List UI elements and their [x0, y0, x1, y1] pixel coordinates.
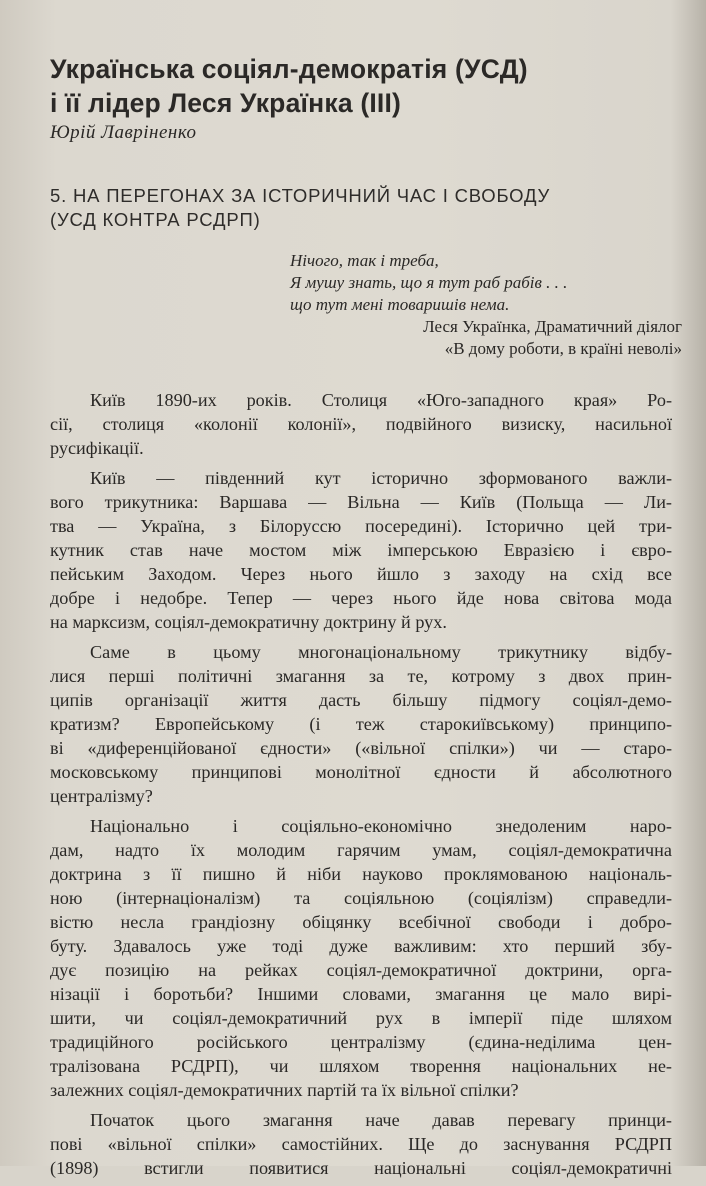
epigraph-line: Я мушу знать, що я тут раб рабів . . . — [290, 273, 568, 292]
page-content — [50, 52, 682, 1186]
paragraph-line: традиційного російського централізму (єдина-неділима цен- — [50, 1032, 672, 1052]
paragraph-line: лися перші політичні змагання за те, котрому з двох прин- — [50, 666, 672, 686]
epigraph-line: що тут мені товаришів нема. — [290, 295, 510, 314]
paragraph-line: дам, надто їх молодим гарячим умам, соціял-демократична — [50, 840, 672, 860]
paragraph — [50, 466, 672, 634]
paragraph-line: ципів організації життя дасть більшу підмогу соціял-демо- — [50, 690, 672, 710]
paragraph-line: тралізована РСДРП), чи шляхом творення національних не- — [50, 1056, 672, 1076]
paragraph-line: нізації і боротьби? Іншими словами, змагання це мало вирі- — [50, 984, 672, 1004]
paragraph-line: (1898) встигли появитися національні соціял-демократичні — [50, 1158, 672, 1178]
paragraph-line: Національно і соціяльно-економічно знедоленим наро- — [90, 816, 672, 836]
section-heading — [50, 184, 672, 232]
paragraph-line: Початок цього змагання наче давав перевагу принци- — [90, 1110, 672, 1130]
section-heading-line-2: (УСД КОНТРА РСДРП) — [50, 209, 261, 230]
paragraph-line: Київ — південний кут історично зформованого важли- — [90, 468, 672, 488]
paragraph-line: ві «диференційованої єдности» («вільної спілки») чи — старо- — [50, 738, 672, 758]
paragraph-line: Київ 1890-их років. Столиця «Юго-западного края» Ро- — [90, 390, 672, 410]
epigraph-source-work: «В дому роботи, в країні неволі» — [444, 339, 682, 358]
paragraph-line: кратизм? Европейському (і теж старокиївському) принципо- — [50, 714, 672, 734]
epigraph-source: Леся Українка, Драматичний діялог — [423, 317, 682, 336]
section-heading-line-1: 5. НА ПЕРЕГОНАХ ЗА ІСТОРИЧНИЙ ЧАС І СВОБОДУ — [50, 185, 551, 206]
paragraph — [50, 814, 672, 1102]
paragraph-line: Саме в цьому многонаціональному трикутнику відбу- — [90, 642, 672, 662]
paragraph-line: пейським Заходом. Через нього йшло з заходу на схід все — [50, 564, 672, 584]
paragraph-line: московському принципові монолітної єдности й абсолютного — [50, 762, 672, 782]
paragraph-line: кутник став наче мостом між імперською Евразією і євро- — [50, 540, 672, 560]
paragraph-line: вого трикутника: Варшава — Вільна — Київ (Польща — Ли- — [50, 492, 672, 512]
paragraph-line: русифікації. — [50, 438, 144, 458]
paragraph-line: добре і недобре. Тепер — через нього йде нова світова мода — [50, 588, 672, 608]
paragraph — [50, 1108, 672, 1180]
paragraph-line: вістю несла грандіозну обіцянку всебічної свободи і добро- — [50, 912, 672, 932]
author-name: Юрій Лавріненко — [50, 122, 197, 143]
epigraph-line: Нічого, так і треба, — [290, 251, 439, 270]
title-line-1: Українська соціял-демократія (УСД) — [50, 54, 528, 84]
paragraph — [50, 640, 672, 808]
article-body — [50, 388, 672, 1180]
paragraph-line: централізму? — [50, 786, 153, 806]
epigraph — [290, 250, 682, 360]
paragraph-line: на марксизм, соціял-демократичну доктрину й рух. — [50, 612, 447, 632]
paragraph-line: залежних соціял-демократичних партій та їх вільної спілки? — [50, 1080, 519, 1100]
paragraph-line: тва — Україна, з Білоруссю посередині). Історично цей три- — [50, 516, 672, 536]
paragraph — [50, 388, 672, 460]
paragraph-line: доктрина з її пишно й ніби науково проклямованою національ- — [50, 864, 672, 884]
paragraph-line: пові «вільної спілки» самостійних. Ще до заснування РСДРП — [50, 1134, 672, 1154]
paragraph-line: шити, чи соціял-демократичний рух в імперії піде шляхом — [50, 1008, 672, 1028]
paragraph-line: сії, столиця «колонії колонії», подвійного визиску, насильної — [50, 414, 672, 434]
article-title — [50, 52, 672, 120]
paragraph-line: дує позицію на рейках соціял-демократичної доктрини, орга- — [50, 960, 672, 980]
paragraph-line: ною (інтернаціоналізм) та соціяльною (соціялізм) справедли- — [50, 888, 672, 908]
title-line-2: і її лідер Леся Українка (ІІІ) — [50, 88, 402, 118]
paragraph-line: буту. Здавалось уже тоді дуже важливим: хто перший збу- — [50, 936, 672, 956]
